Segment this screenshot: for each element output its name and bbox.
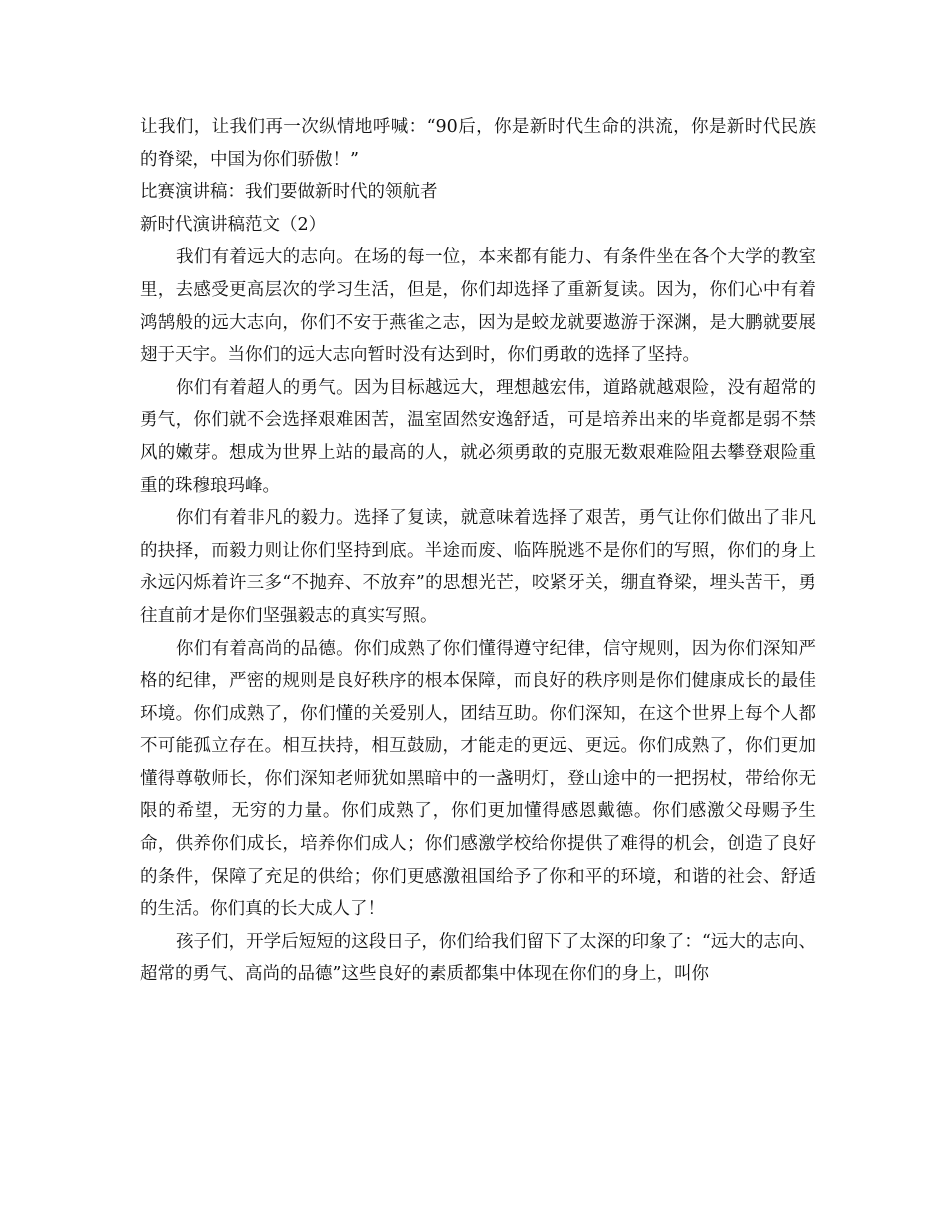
speech-title: 比赛演讲稿：我们要做新时代的领航者 [140,182,438,203]
paragraph-virtue: 你们有着高尚的品德。你们成熟了你们懂得遵守纪律，信守规则，因为你们深知严格的纪律，严密的规则是良好秩序的根本保障，而良好的秩序则是你们健康成长的最佳环境。你们成熟了，你们懂的关爱别人，团结互助。你们深知，在这个世界上每个人都不可能孤立存在。相互扶持，相互鼓励，才能走的更远、更远。你们成熟了，你们更加懂得尊敬师长，你们深知老师犹如黑暗中的一盏明灯，登山途中的一把拐杖，带给你无限的希望，无穷的力量。你们成熟了，你们更加懂得感恩戴德。你们感激父母赐予生命，供养你们成长，培养你们成人；你们感激学校给你提供了难得的机会，创造了良好的条件，保障了充足的供给；你们更感激祖国给予了你和平的环境，和谐的社会、舒适的生活。你们真的长大成人了！ [140,638,816,920]
paragraph-ambition: 我们有着远大的志向。在场的每一位，本来都有能力、有条件坐在各个大学的教室里，去感受更高层次的学习生活，但是，你们却选择了重新复读。因为，你们心中有着鸿鹄般的远大志向，你们不安于燕雀之志，因为是蛟龙就要遨游于深渊，是大鹏就要展翅于天宇。当你们的远大志向暂时没有达到时，你们勇敢的选择了坚持。 [140,247,816,366]
section-heading: 新时代演讲稿范文（2） [140,214,327,235]
paragraph-closing-line: 让我们，让我们再一次纵情地呼喊：“90后，你是新时代生命的洪流，你是新时代民族的脊梁，中国为你们骄傲！” [140,117,816,170]
document-body [140,111,816,991]
paragraph-impression: 孩子们，开学后短短的这段日子，你们给我们留下了太深的印象了：“远大的志向、超常的勇气、高尚的品德”这些良好的素质都集中体现在你们的身上，叫你 [140,931,816,985]
paragraph-courage: 你们有着超人的勇气。因为目标越远大，理想越宏伟，道路就越艰险，没有超常的勇气，你们就不会选择艰难困苦，温室固然安逸舒适，可是培养出来的毕竟都是弱不禁风的嫩芽。想成为世界上站的最高的人，就必须勇敢的克服无数艰难险阻去攀登艰险重重的珠穆琅玛峰。 [140,377,816,496]
paragraph-perseverance: 你们有着非凡的毅力。选择了复读，就意味着选择了艰苦，勇气让你们做出了非凡的抉择，而毅力则让你们坚持到底。半途而废、临阵脱逃不是你们的写照，你们的身上永远闪烁着许三多“不抛弃、不放弃”的思想光芒，咬紧牙关，绷直脊梁，埋头苦干，勇往直前才是你们坚强毅志的真实写照。 [140,508,816,626]
